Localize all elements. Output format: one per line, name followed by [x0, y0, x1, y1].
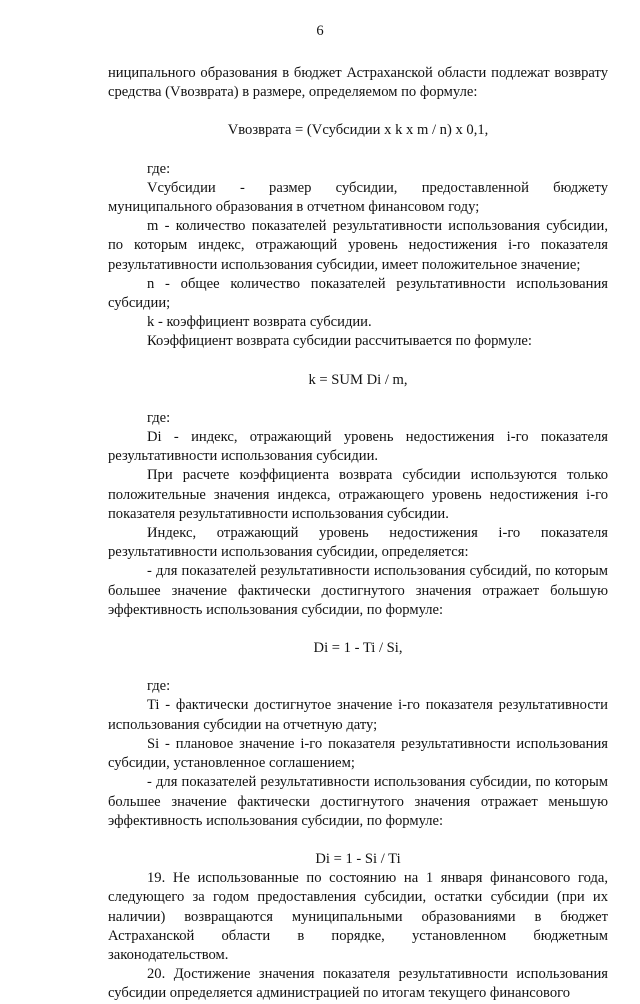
- definition-di: Di - индекс, отражающий уровень недостижения i-го показателя результативности использования субсидии.: [108, 429, 608, 465]
- definition-si: Si - плановое значение i-го показателя результативности использования субсидии, установленное соглашением;: [108, 735, 608, 772]
- definition-ti: Ti - фактически достигнутое значение i-го показателя результативности использования субсидии на отчетную дату;: [108, 697, 608, 733]
- where-label: где:: [147, 678, 171, 695]
- where-label: где:: [147, 409, 171, 426]
- paragraph-item-20: 20. Достижение значения показателя результативности использования субсидии определяется администрацией по итогам текущего финансового: [108, 966, 608, 1002]
- paragraph-case-greater-worse: - для показателей результативности использования субсидии, по которым большее значение фактически достигнутого значения отражает меньшую эффективность использования субсидии, по формуле:: [108, 774, 608, 829]
- formula-di-2: Di = 1 - Si / Ti: [315, 850, 401, 867]
- definition-n: n - общее количество показателей результативности использования субсидии;: [108, 275, 608, 312]
- page-number: 6: [316, 23, 324, 39]
- paragraph-k-formula-intro: Коэффициент возврата субсидии рассчитывается по формуле:: [147, 333, 532, 350]
- paragraph-case-greater-better: - для показателей результативности использования субсидий, по которым большее значение фактически достигнутого значения отражает большую эффективность использования субсидии, по формуле:: [108, 563, 608, 618]
- paragraph-item-19: 19. Не использованные по состоянию на 1 января финансового года, следующего за годом предоставления субсидии, остатки субсидии (при их наличии) возвращаются муниципальными образованиями в бюджет Астраханской области в порядке, установленном бюджетным законодательством.: [108, 870, 608, 963]
- document-body: [108, 64, 608, 1004]
- paragraph-continuation: ниципального образования в бюджет Астраханской области подлежат возврату средства (Vвозврата) в размере, определяемом по формуле:: [108, 65, 608, 101]
- where-label: где:: [147, 160, 171, 177]
- formula-v-return: Vвозврата = (Vсубсидии x k x m / n) x 0,1,: [227, 122, 489, 139]
- definition-m: m - количество показателей результативности использования субсидии, по которым индекс, отражающий уровень недостижения i-го показателя результативности использования субсидии, имеет положительное значение;: [108, 218, 608, 273]
- formula-k: k = SUM Di / m,: [308, 371, 408, 388]
- paragraph-index-determination: Индекс, отражающий уровень недостижения i-го показателя результативности использования субсидии, определяется:: [108, 525, 608, 561]
- definition-v-subsidy: Vсубсидии - размер субсидии, предоставленной бюджету муниципального образования в отчетном финансовом году;: [108, 179, 608, 216]
- formula-di-1: Di = 1 - Ti / Si,: [313, 640, 403, 657]
- paragraph-positive-values: При расчете коэффициента возврата субсидии используются только положительные значения индекса, отражающего уровень недостижения i-го показателя результативности использования субсидии.: [108, 467, 608, 522]
- definition-k: k - коэффициент возврата субсидии.: [147, 314, 372, 331]
